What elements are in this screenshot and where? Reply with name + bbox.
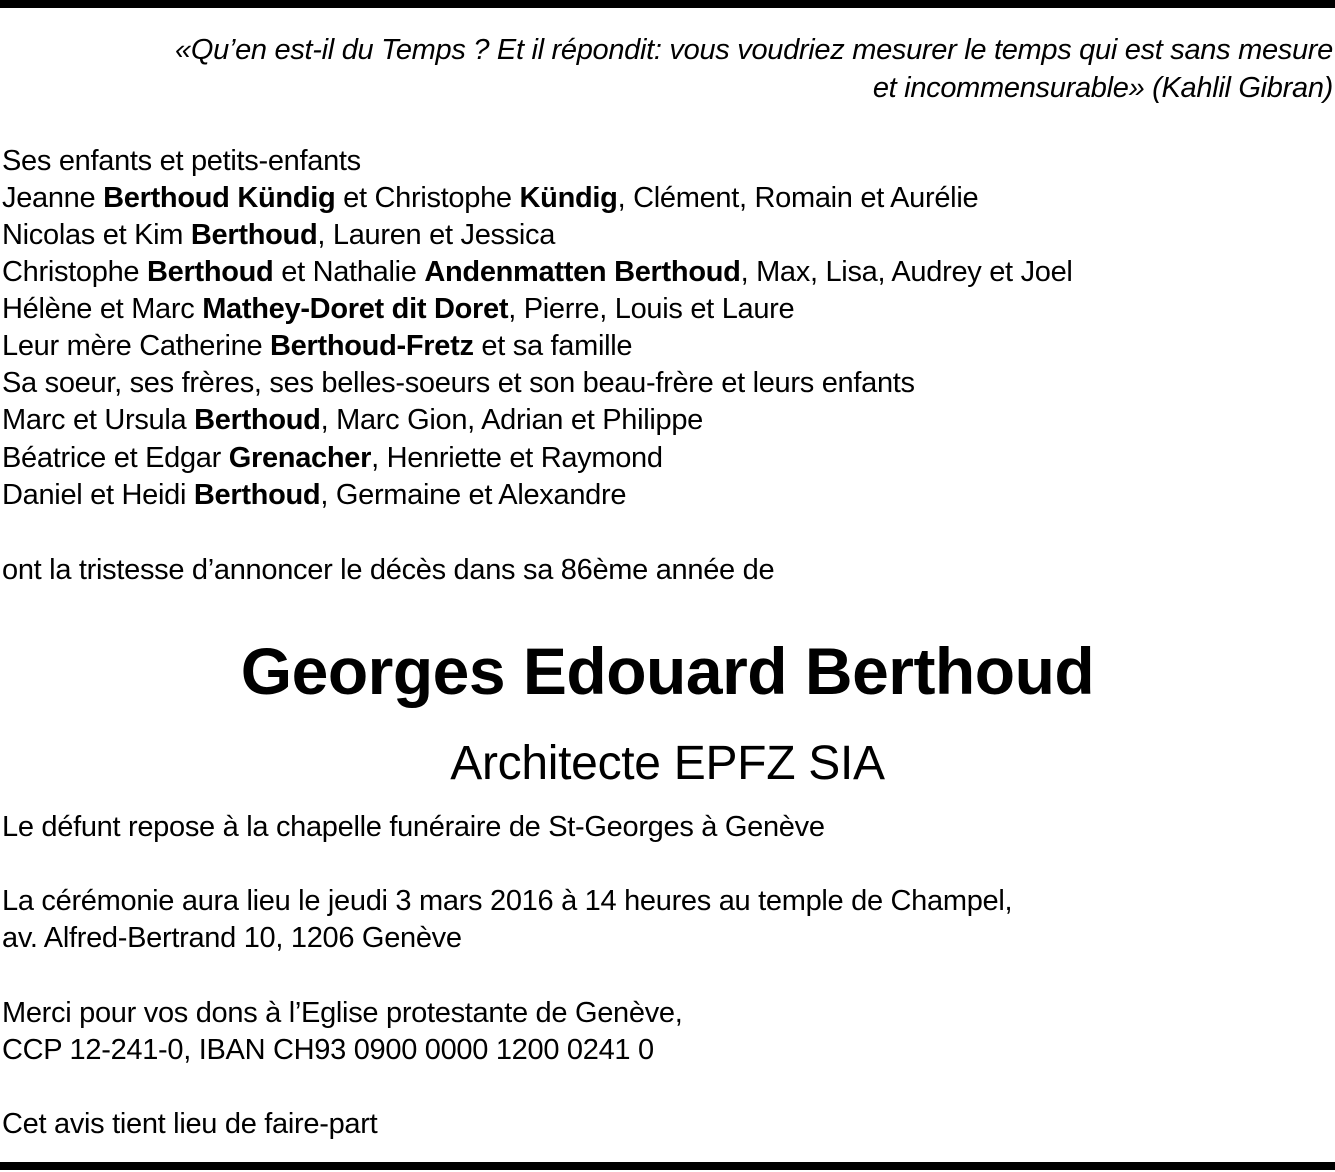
surname: Grenacher <box>228 442 372 474</box>
text: , Pierre, Louis et Laure <box>508 293 795 325</box>
surname: Berthoud <box>193 479 321 511</box>
surname: Kündig <box>519 182 618 214</box>
text: et Christophe <box>335 182 520 214</box>
text: , Germaine et Alexandre <box>320 479 627 511</box>
family-line-6: Sa soeur, ses frères, ses belles-soeurs et son beau-frère et leurs enfants <box>2 367 915 399</box>
quote-line-1: «Qu’en est-il du Temps ? Et il répondit: vous voudriez mesurer le temps qui est sans mesure <box>175 34 1333 66</box>
family-line-2 <box>2 217 555 254</box>
donations-line-1: Merci pour vos dons à l’Eglise protestante de Genève, <box>2 997 683 1029</box>
text: Daniel et Heidi <box>2 479 194 511</box>
text: , Henriette et Raymond <box>371 442 663 474</box>
family-line-8 <box>2 440 663 477</box>
surname: Berthoud <box>194 404 321 436</box>
announcement: ont la tristesse d’annoncer le décès dans sa 86ème année de <box>2 554 775 586</box>
surname: Berthoud <box>147 256 274 288</box>
text: Christophe <box>2 256 147 288</box>
text: Jeanne <box>2 182 104 214</box>
deceased-profession: Architecte EPFZ SIA <box>450 737 885 790</box>
text: Marc et Ursula <box>2 404 195 436</box>
text: , Max, Lisa, Audrey et Joel <box>740 256 1073 288</box>
ceremony-line-2: av. Alfred-Bertrand 10, 1206 Genève <box>2 922 462 954</box>
family-line-9 <box>2 477 626 514</box>
text: Hélène et Marc <box>2 293 203 325</box>
deceased-name: Georges Edouard Berthoud <box>240 634 1095 708</box>
text: , Lauren et Jessica <box>317 219 556 251</box>
family-line-3 <box>2 254 1073 291</box>
repose-info: Le défunt repose à la chapelle funéraire de St-Georges à Genève <box>2 811 825 843</box>
ceremony-line-1: La cérémonie aura lieu le jeudi 3 mars 2016 à 14 heures au temple de Champel, <box>2 885 1013 917</box>
family-line-4 <box>2 291 794 328</box>
family-intro: Ses enfants et petits-enfants <box>2 145 361 177</box>
closing-note: Cet avis tient lieu de faire-part <box>2 1108 378 1140</box>
text: et sa famille <box>473 330 633 362</box>
surname: Berthoud <box>190 219 318 251</box>
family-line-7 <box>2 402 703 439</box>
text: , Marc Gion, Adrian et Philippe <box>320 404 703 436</box>
text: Béatrice et Edgar <box>2 442 229 474</box>
surname: Berthoud Kündig <box>103 182 336 214</box>
surname: Berthoud-Fretz <box>270 330 474 362</box>
donations-line-2: CCP 12-241-0, IBAN CH93 0900 0000 1200 0241 0 <box>2 1034 654 1066</box>
bottom-rule <box>0 1162 1335 1170</box>
quote-line-2: et incommensurable» (Kahlil Gibran) <box>872 72 1333 104</box>
family-line-5 <box>2 328 632 365</box>
text: et Nathalie <box>273 256 425 288</box>
surname: Andenmatten Berthoud <box>424 256 741 288</box>
text: Leur mère Catherine <box>2 330 271 362</box>
text: , Clément, Romain et Aurélie <box>617 182 979 214</box>
family-line-1 <box>2 180 978 217</box>
surname: Mathey-Doret dit Doret <box>202 293 509 325</box>
epigraph-quote <box>13 31 1333 107</box>
text: Nicolas et Kim <box>2 219 191 251</box>
